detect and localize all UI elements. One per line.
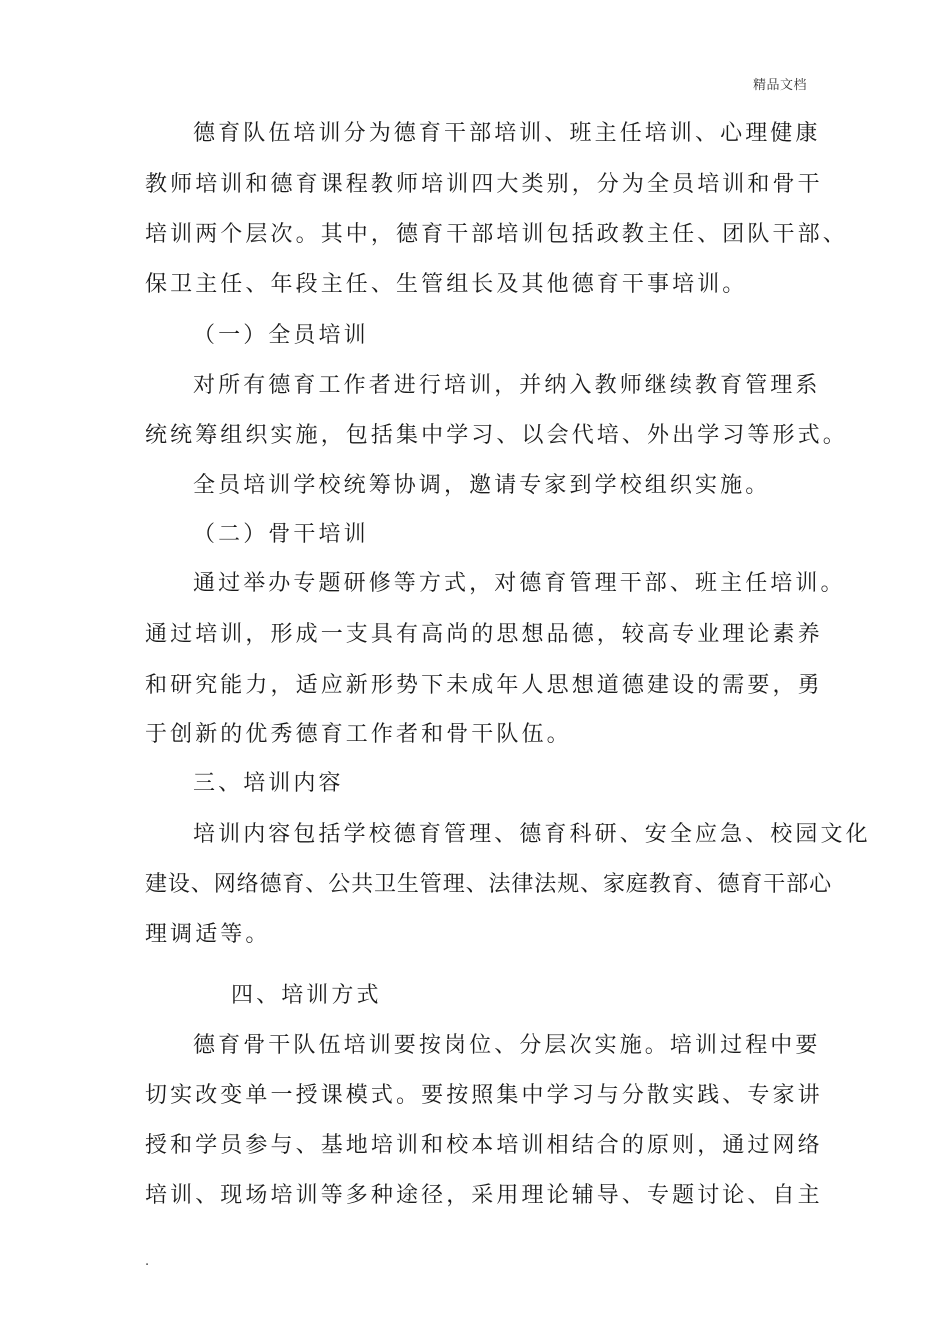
- page-header-label: 精品文档: [752, 78, 807, 93]
- body-line: 教师培训和德育课程教师培训四大类别，分为全员培训和骨干: [145, 172, 823, 197]
- body-line: 培训内容包括学校德育管理、德育科研、安全应急、校园文化: [193, 822, 871, 847]
- section-heading-quanyuan: （一）全员培训: [193, 323, 369, 348]
- body-line: 通过培训，形成一支具有高尚的思想品德，较高专业理论素养: [145, 622, 823, 647]
- body-line: 通过举办专题研修等方式，对德育管理干部、班主任培训。: [193, 571, 846, 596]
- body-line: 理调适等。: [145, 922, 271, 947]
- body-line: 建设、网络德育、公共卫生管理、法律法规、家庭教育、德育干部心: [145, 872, 833, 897]
- body-line: 授和学员参与、基地培训和校本培训相结合的原则，通过网络: [145, 1133, 823, 1158]
- section-heading-method: 四、培训方式: [231, 983, 382, 1008]
- footer-mark: .: [145, 1254, 150, 1269]
- body-line: 培训、现场培训等多种途径，采用理论辅导、专题讨论、自主: [145, 1183, 823, 1208]
- body-line: 德育骨干队伍培训要按岗位、分层次实施。培训过程中要: [193, 1033, 821, 1058]
- body-line: 切实改变单一授课模式。要按照集中学习与分散实践、专家讲: [145, 1083, 823, 1108]
- section-heading-gugan: （二）骨干培训: [193, 522, 369, 547]
- body-line: 全员培训学校统筹协调，邀请专家到学校组织实施。: [193, 473, 771, 498]
- body-line: 统统筹组织实施，包括集中学习、以会代培、外出学习等形式。: [145, 423, 848, 448]
- section-heading-content: 三、培训内容: [193, 771, 344, 796]
- body-line: 于创新的优秀德育工作者和骨干队伍。: [145, 722, 572, 747]
- body-line: 德育队伍培训分为德育干部培训、班主任培训、心理健康: [193, 121, 821, 146]
- body-line: 对所有德育工作者进行培训，并纳入教师继续教育管理系: [193, 373, 821, 398]
- body-line: 培训两个层次。其中，德育干部培训包括政教主任、团队干部、: [145, 222, 848, 247]
- body-line: 保卫主任、年段主任、生管组长及其他德育干事培训。: [145, 272, 748, 297]
- body-line: 和研究能力，适应新形势下未成年人思想道德建设的需要，勇: [145, 673, 823, 698]
